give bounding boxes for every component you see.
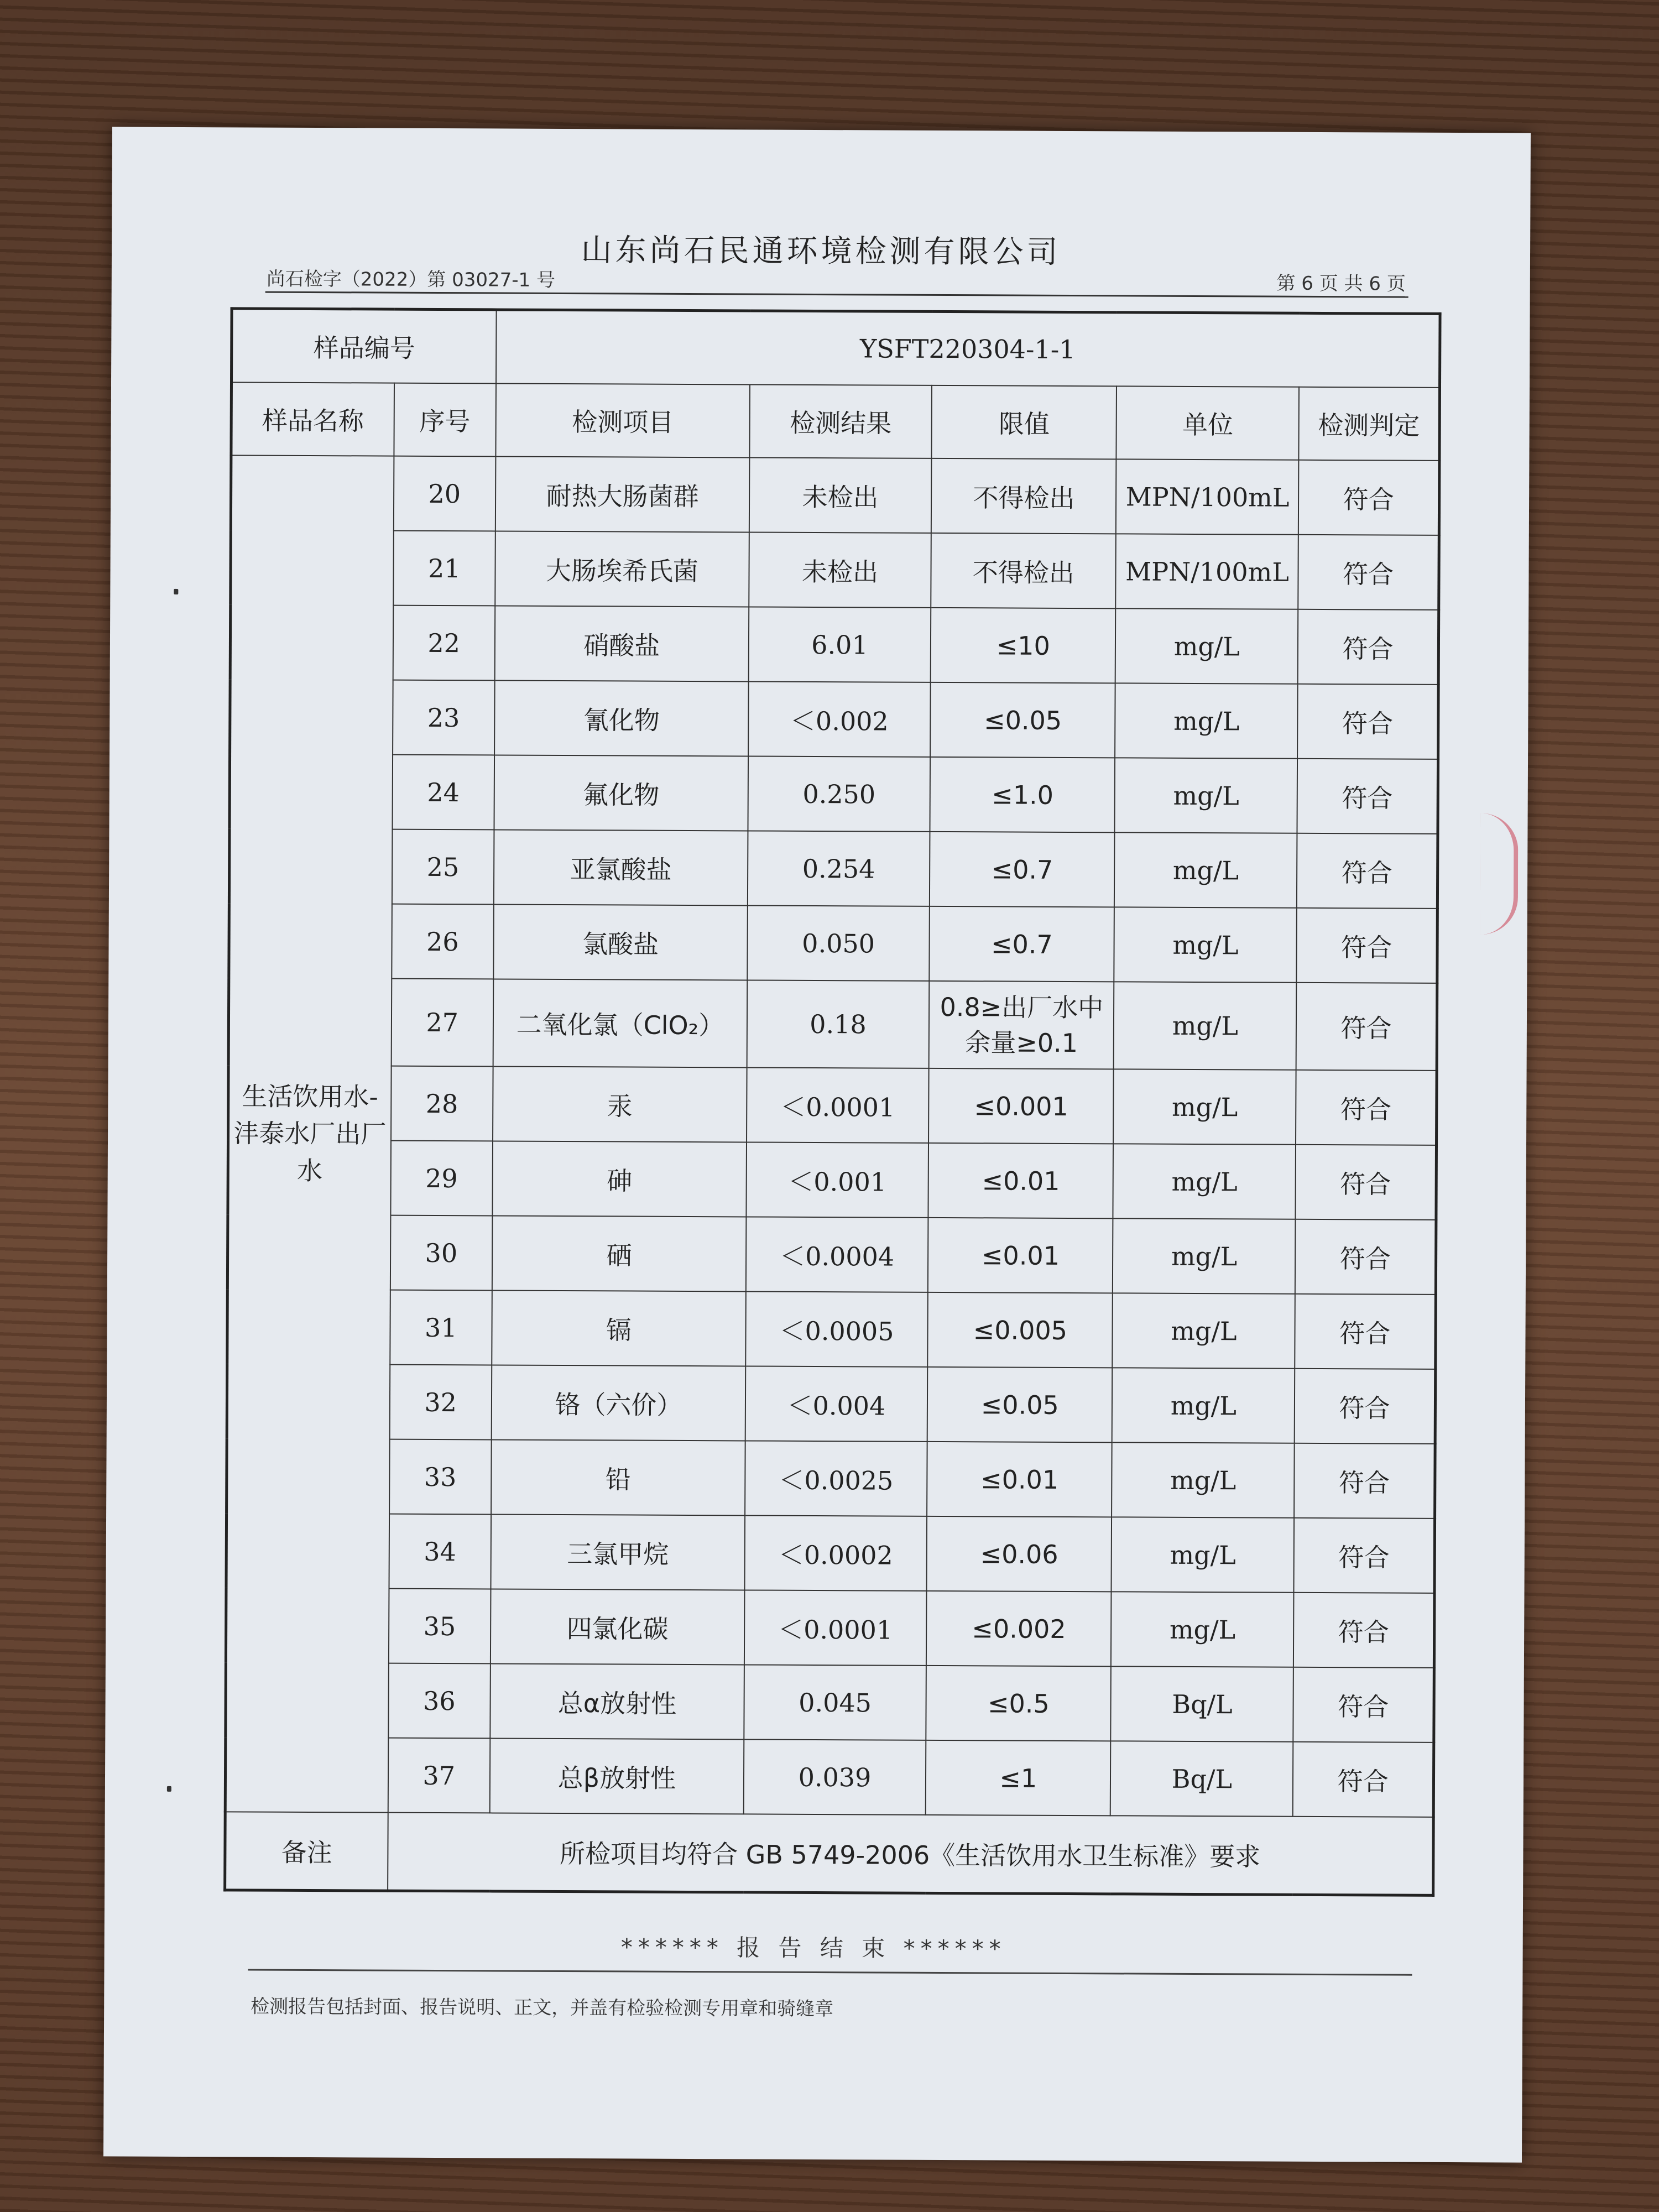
limit-cell: ≤0.05: [930, 682, 1115, 758]
sample-id-label: 样品编号: [232, 309, 497, 384]
result-cell: 0.045: [744, 1665, 926, 1740]
table-row: [226, 1513, 1435, 1593]
limit-cell: ≤0.01: [927, 1442, 1112, 1517]
table-row: [229, 903, 1438, 983]
test-item-cell: 四氯化碳: [491, 1589, 744, 1665]
test-item-cell: 总β放射性: [490, 1738, 744, 1814]
test-item-cell: 氟化物: [494, 755, 748, 831]
page-info: 第 6 页 共 6 页: [1276, 272, 1406, 295]
judgement-cell: 符合: [1295, 1219, 1436, 1295]
limit-cell: ≤0.5: [926, 1666, 1111, 1741]
table-row: [230, 679, 1439, 759]
limit-cell: ≤1.0: [930, 757, 1115, 832]
judgement-cell: 符合: [1297, 908, 1438, 983]
test-item-cell: 铅: [491, 1439, 745, 1515]
row-number-cell: 31: [390, 1290, 492, 1365]
result-cell: ＜0.0025: [745, 1441, 927, 1516]
row-number-cell: 25: [392, 830, 494, 905]
judgement-cell: 符合: [1296, 1145, 1437, 1220]
table-row: [228, 978, 1437, 1071]
result-cell: 未检出: [749, 457, 932, 533]
judgement-cell: 符合: [1294, 1518, 1435, 1593]
header-cell: 检测项目: [495, 383, 749, 457]
result-cell: ＜0.0001: [747, 1067, 929, 1142]
remark-text: 所检项目均符合 GB 5749-2006《生活饮用水卫生标准》要求: [388, 1813, 1434, 1896]
judgement-cell: 符合: [1298, 460, 1439, 535]
header-cell: 检测判定: [1299, 387, 1440, 461]
limit-cell: ≤0.05: [927, 1367, 1113, 1442]
judgement-cell: 符合: [1296, 983, 1437, 1071]
unit-cell: mg/L: [1114, 982, 1297, 1070]
header-cell: 检测结果: [749, 384, 932, 458]
limit-cell: ≤0.06: [927, 1516, 1112, 1592]
judgement-cell: 符合: [1296, 1070, 1437, 1145]
test-item-cell: 总α放射性: [490, 1663, 744, 1739]
remark-label: 备注: [225, 1812, 388, 1891]
report-end-mark: ****** 报 告 结 束 ******: [620, 1933, 1006, 1963]
report-number: 尚石检字（2022）第 03027-1 号: [266, 268, 556, 291]
limit-cell: ≤0.7: [930, 832, 1115, 907]
table-row: [227, 1438, 1436, 1519]
limit-cell: ≤10: [931, 608, 1116, 683]
header-row: [231, 382, 1440, 461]
test-item-cell: 硝酸盐: [495, 606, 749, 681]
limit-cell: ≤0.01: [928, 1218, 1113, 1293]
unit-cell: mg/L: [1112, 1517, 1294, 1592]
test-item-cell: 氯酸盐: [493, 904, 747, 980]
table-row: [226, 1588, 1434, 1668]
table-row: [226, 1662, 1434, 1743]
row-number-cell: 29: [390, 1141, 493, 1216]
unit-cell: Bq/L: [1110, 1741, 1293, 1816]
judgement-cell: 符合: [1297, 684, 1438, 759]
row-number-cell: 33: [389, 1439, 492, 1515]
table-row: [228, 1065, 1437, 1145]
unit-cell: mg/L: [1113, 1069, 1296, 1144]
sample-id-value: YSFT220304-1-1: [496, 310, 1440, 388]
limit-cell: 0.8≥出厂水中余量≥0.1: [929, 981, 1114, 1069]
test-item-cell: 氰化物: [494, 680, 748, 756]
seal-stamp-edge: [1480, 813, 1519, 935]
row-number-cell: 34: [389, 1514, 491, 1589]
unit-cell: mg/L: [1112, 1368, 1295, 1443]
judgement-cell: 符合: [1297, 759, 1438, 834]
result-cell: ＜0.001: [746, 1142, 928, 1217]
judgement-cell: 符合: [1298, 535, 1439, 610]
limit-cell: ≤0.7: [929, 906, 1114, 982]
result-cell: ＜0.0004: [746, 1217, 928, 1292]
result-cell: ＜0.002: [748, 681, 931, 757]
result-cell: 0.250: [748, 756, 930, 831]
unit-cell: mg/L: [1114, 832, 1297, 907]
table-row: [229, 754, 1438, 834]
limit-cell: ≤0.002: [926, 1591, 1112, 1666]
result-cell: ＜0.0002: [744, 1515, 927, 1590]
row-number-cell: 21: [393, 531, 495, 606]
row-number-cell: 37: [388, 1738, 490, 1813]
test-item-cell: 三氯甲烷: [491, 1514, 744, 1590]
judgement-cell: 符合: [1297, 833, 1438, 909]
footer-rule: [248, 1969, 1412, 1976]
staple-hole: [174, 589, 178, 594]
sample-name-cell: 生活饮用水-沣泰水厂出厂水: [225, 455, 394, 1812]
test-item-cell: 亚氯酸盐: [494, 830, 748, 905]
test-item-cell: 镉: [492, 1290, 745, 1366]
table-row: [225, 1737, 1434, 1817]
test-item-cell: 大肠埃希氏菌: [495, 531, 749, 607]
unit-cell: mg/L: [1115, 608, 1298, 684]
table-row: [227, 1289, 1436, 1369]
unit-cell: mg/L: [1112, 1442, 1295, 1517]
result-cell: 0.254: [748, 831, 930, 906]
result-cell: 6.01: [749, 607, 931, 682]
limit-cell: ≤0.001: [928, 1068, 1114, 1144]
row-number-cell: 22: [393, 606, 495, 681]
limit-cell: ≤0.005: [927, 1292, 1113, 1368]
judgement-cell: 符合: [1298, 609, 1439, 685]
unit-cell: mg/L: [1113, 1218, 1295, 1293]
table-row: [231, 455, 1439, 535]
unit-cell: Bq/L: [1111, 1666, 1293, 1741]
row-number-cell: 20: [393, 456, 495, 531]
row-number-cell: 24: [392, 755, 494, 830]
row-number-cell: 36: [388, 1663, 491, 1739]
judgement-cell: 符合: [1294, 1443, 1435, 1519]
unit-cell: MPN/100mL: [1116, 459, 1298, 534]
sample-id-row: [232, 309, 1441, 388]
table-row: [229, 828, 1438, 909]
limit-cell: ≤1: [926, 1740, 1111, 1815]
header-cell: 限值: [932, 385, 1117, 459]
table-row: [231, 530, 1439, 610]
header-cell: 样品名称: [231, 382, 394, 456]
result-cell: 0.039: [744, 1739, 926, 1814]
judgement-cell: 符合: [1295, 1369, 1436, 1444]
table-row: [228, 1140, 1437, 1220]
limit-cell: 不得检出: [931, 533, 1116, 608]
results-table: [223, 307, 1441, 1897]
limit-cell: 不得检出: [931, 458, 1117, 534]
result-cell: 0.050: [747, 905, 930, 980]
result-cell: 未检出: [749, 532, 931, 607]
unit-cell: mg/L: [1111, 1592, 1293, 1667]
header-cell: 单位: [1117, 386, 1299, 460]
test-item-cell: 铬（六价）: [492, 1365, 745, 1441]
test-item-cell: 汞: [493, 1066, 747, 1142]
result-cell: ＜0.0005: [745, 1291, 928, 1366]
footnote: 检测报告包括封面、报告说明、正文，并盖有检验检测专用章和骑缝章: [251, 1995, 834, 2021]
row-number-cell: 32: [389, 1365, 492, 1440]
limit-cell: ≤0.01: [928, 1143, 1114, 1218]
row-number-cell: 23: [393, 680, 495, 755]
judgement-cell: 符合: [1293, 1742, 1434, 1817]
result-cell: ＜0.004: [745, 1366, 928, 1441]
company-name: 山东尚石民通环境检测有限公司: [581, 232, 1061, 270]
test-item-cell: 二氧化氯（ClO₂）: [493, 979, 748, 1067]
header-cell: 序号: [394, 383, 496, 457]
unit-cell: mg/L: [1114, 907, 1297, 982]
test-item-cell: 砷: [492, 1141, 746, 1217]
unit-cell: mg/L: [1115, 758, 1297, 833]
row-number-cell: 30: [390, 1215, 492, 1291]
remark-row: [225, 1812, 1434, 1895]
unit-cell: mg/L: [1115, 683, 1298, 758]
row-number-cell: 27: [391, 979, 493, 1067]
test-item-cell: 硒: [492, 1215, 746, 1291]
unit-cell: mg/L: [1113, 1144, 1296, 1219]
row-number-cell: 28: [391, 1066, 493, 1141]
unit-cell: MPN/100mL: [1116, 534, 1298, 609]
row-number-cell: 26: [392, 904, 494, 979]
header-rule: [265, 291, 1408, 298]
table-row: [227, 1364, 1436, 1444]
table-row: [227, 1214, 1436, 1295]
judgement-cell: 符合: [1293, 1667, 1434, 1743]
judgement-cell: 符合: [1293, 1593, 1434, 1668]
row-number-cell: 35: [388, 1589, 491, 1664]
table-row: [230, 604, 1439, 685]
judgement-cell: 符合: [1295, 1294, 1436, 1369]
result-cell: 0.18: [747, 980, 929, 1068]
report-page: [103, 127, 1531, 2162]
test-item-cell: 耐热大肠菌群: [495, 456, 749, 532]
staple-hole: [167, 1786, 171, 1792]
result-cell: ＜0.0001: [744, 1590, 927, 1665]
unit-cell: mg/L: [1113, 1293, 1295, 1368]
